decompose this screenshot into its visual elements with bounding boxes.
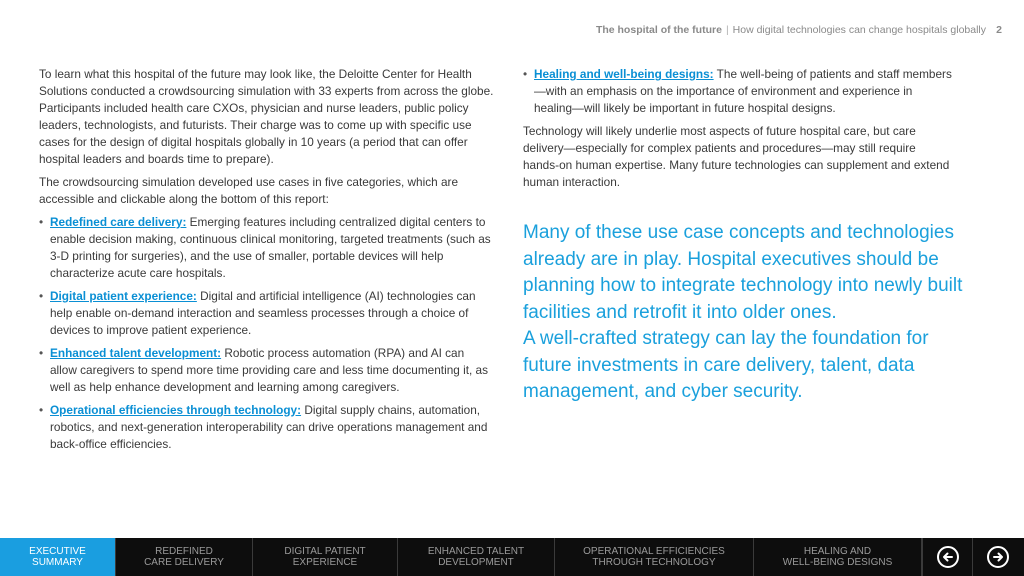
bullet-icon: •	[39, 403, 44, 417]
nav-label-line2: DEVELOPMENT	[438, 557, 514, 568]
header-separator: |	[725, 24, 729, 36]
next-page-button[interactable]	[972, 538, 1022, 576]
nav-label-line2: WELL-BEING DESIGNS	[782, 557, 893, 568]
bullet-icon: •	[39, 289, 44, 303]
pull-quote-line-1: Many of these use case concepts and technologies already are in play. Hospital executives should be planning how to integrate technology into newly built facilities and retrofit it into older ones.	[523, 222, 963, 323]
category-list	[39, 214, 494, 453]
nav-label-line2: THROUGH TECHNOLOGY	[592, 557, 716, 568]
page-header	[596, 24, 986, 36]
list-item	[39, 345, 494, 396]
category-list-continued	[523, 66, 953, 117]
bullet-icon: •	[39, 346, 44, 360]
pull-quote	[523, 220, 963, 406]
healing-well-being-link[interactable]: Healing and well-being designs:	[534, 67, 714, 81]
nav-label-line2: SUMMARY	[32, 557, 83, 568]
intro-paragraph: To learn what this hospital of the future may look like, the Deloitte Center for Health Solutions conducted a crowdsourcing simulation with 33 experts from across the globe. Participants included health care CXOs, physician and nurse leaders, public policy leaders, technologists, and futurists. Their charge was to come up with specific use cases for the design of digital hospitals globally in 10 years (a period that can offer hospital leaders and boards time to prepare).	[39, 67, 494, 166]
previous-page-button[interactable]	[922, 538, 972, 576]
arrow-left-circle-icon	[937, 546, 959, 568]
nav-label-line2: EXPERIENCE	[292, 557, 358, 568]
bottom-navigation	[0, 538, 1024, 576]
nav-enhanced-talent-development[interactable]	[398, 538, 555, 576]
bullet-icon: •	[523, 67, 528, 81]
list-item-text: Robotic process automation (RPA) and AI can allow caregivers to spend more time providing care and less time documenting it, as well as help enhance development and learning among caregivers.	[50, 346, 489, 394]
nav-label-line1: ENHANCED TALENT	[427, 545, 525, 557]
report-subtitle: How digital technologies can change hospitals globally	[732, 24, 986, 36]
enhanced-talent-development-link[interactable]: Enhanced talent development:	[50, 346, 222, 360]
nav-label-line1: HEALING AND	[803, 545, 872, 557]
list-item	[39, 402, 494, 453]
pull-quote-line-2: A well-crafted strategy can lay the foundation for future investments in care delivery, talent, data management, and cyber security.	[523, 328, 929, 402]
arrow-right-circle-icon	[987, 546, 1009, 568]
list-item-text: Digital and artificial intelligence (AI) technologies can help enable on-demand interaction and seamless processes through a choice of devices to improve patient experience.	[50, 289, 476, 337]
report-title: The hospital of the future	[595, 24, 722, 36]
operational-efficiencies-link[interactable]: Operational efficiencies through technology:	[50, 403, 302, 417]
left-column	[39, 66, 494, 459]
list-item-text: The well-being of patients and staff members—with an emphasis on the importance of environment and experience in healing—will likely be important in future hospital designs.	[534, 67, 952, 115]
list-item	[39, 288, 494, 339]
nav-digital-patient-experience[interactable]	[253, 538, 398, 576]
digital-patient-experience-link[interactable]: Digital patient experience:	[50, 289, 197, 303]
nav-operational-efficiencies[interactable]	[555, 538, 754, 576]
nav-label-line1: EXECUTIVE	[29, 545, 86, 557]
list-item	[39, 214, 494, 282]
nav-label-line1: OPERATIONAL EFFICIENCIES	[583, 545, 725, 557]
list-item-text: Emerging features including centralized digital centers to enable decision making, continuous clinical monitoring, targeted treatments (such as 3-D printing for surgeries), and the use of smaller, portable devices will help characterize acute care hospitals.	[50, 215, 491, 280]
categories-paragraph: The crowdsourcing simulation developed use cases in five categories, which are accessible and clickable along the bottom of this report:	[39, 175, 459, 206]
redefined-care-delivery-link[interactable]: Redefined care delivery:	[50, 215, 187, 229]
bullet-icon: •	[39, 215, 44, 229]
technology-paragraph: Technology will likely underlie most aspects of future hospital care, but care delivery—especially for complex patients and procedures—may still require hands-on human expertise. Many future technologies can supplement and extend human interaction.	[523, 124, 950, 189]
nav-label-line2: CARE DELIVERY	[144, 557, 224, 568]
page-number: 2	[996, 24, 1002, 36]
nav-label-line1: DIGITAL PATIENT	[284, 545, 366, 557]
list-item-text: Digital supply chains, automation, robotics, and next-generation interoperability can drive operations management and back-office efficiencies.	[50, 403, 488, 451]
nav-redefined-care-delivery[interactable]	[116, 538, 253, 576]
nav-healing-well-being[interactable]	[754, 538, 922, 576]
right-column	[523, 66, 953, 197]
nav-label-line1: REDEFINED	[155, 545, 213, 557]
list-item	[523, 66, 953, 117]
nav-executive-summary[interactable]	[0, 538, 116, 576]
